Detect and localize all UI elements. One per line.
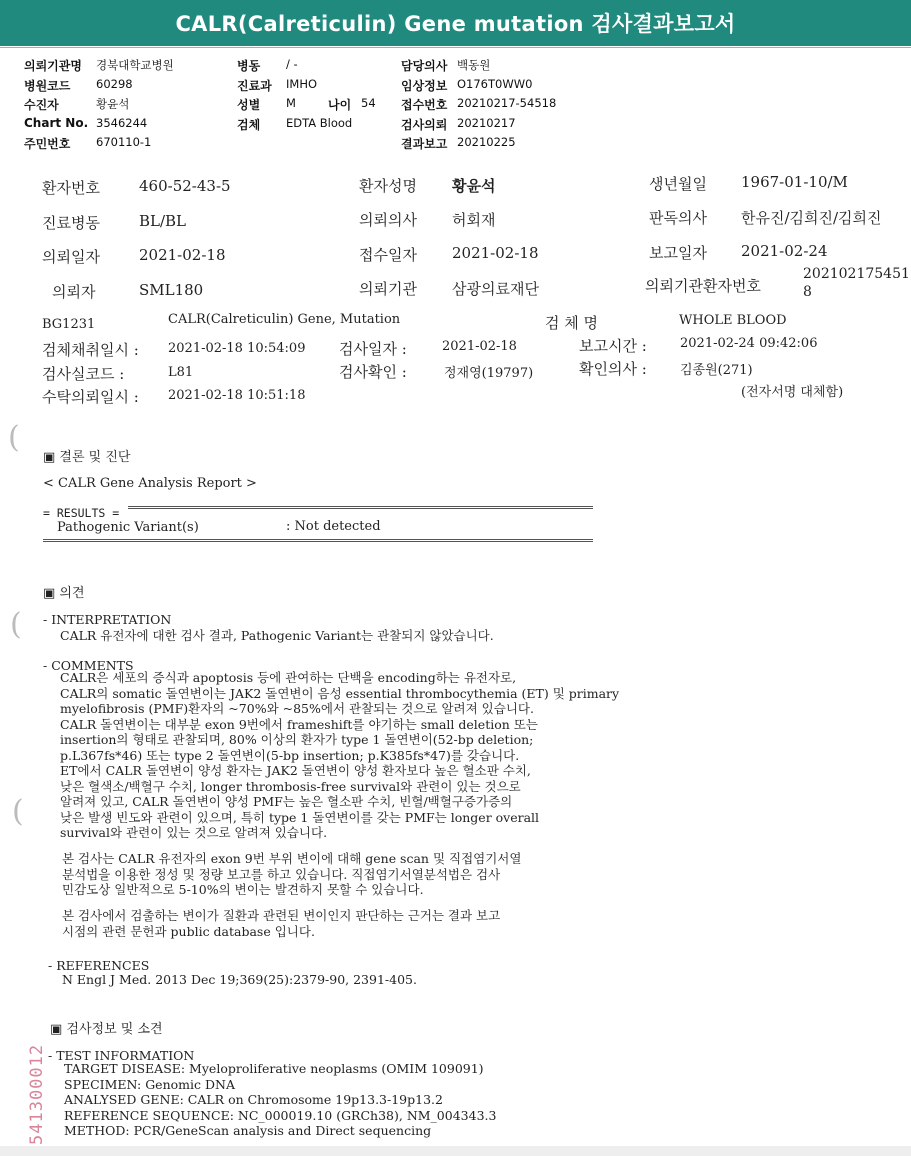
comments-paragraph <box>60 670 619 841</box>
patient-value: 황윤석 <box>452 177 496 195</box>
test-key: 검체채취일시 : <box>42 341 139 359</box>
test-key: 수탁의뢰일시 : <box>42 388 139 406</box>
testinfo-line: TARGET DISEASE: Myeloproliferative neoplasms (OMIM 109091) <box>64 1061 484 1076</box>
patient-value: BL/BL <box>139 212 187 230</box>
method-line: 민감도상 일반적으로 5-10%의 변이는 발견하지 못할 수 있습니다. <box>62 882 424 897</box>
patient-key: 의뢰의사 <box>359 211 417 229</box>
scan-mark: ( <box>12 794 24 829</box>
page-footer-strip <box>0 1146 911 1156</box>
header-value: 20210217 <box>457 116 516 130</box>
comment-line: p.L367fs*46) 또는 type 2 돌연변이(5-bp insertion; p.K385fs*47)를 갖습니다. <box>60 747 520 763</box>
scan-mark: ( <box>8 420 20 455</box>
stamp-text: 541300012 <box>27 1043 47 1145</box>
references-heading: - REFERENCES <box>48 958 150 973</box>
header-value: 백동원 <box>457 58 491 72</box>
comment-line: 낮은 발생 빈도와 관련이 있으며, 특히 type 1 돌연변이를 갖는 PMF는 longer overall <box>60 809 540 825</box>
test-value: L81 <box>168 365 194 380</box>
header-key: 접수번호 <box>401 98 448 112</box>
header-key: Chart No. <box>24 116 89 130</box>
comment-line: insertion의 형태로 관찰되며, 80% 이상의 환자가 type 1 돌연변이(52-bp deletion; <box>60 732 534 747</box>
patient-key: 의뢰일자 <box>42 248 100 266</box>
testinfo-line: REFERENCE SEQUENCE: NC_000019.10 (GRCh38), NM_004343.3 <box>64 1107 497 1123</box>
request-header <box>0 47 911 163</box>
header-value: EDTA Blood <box>286 116 353 130</box>
header-key: 진료과 <box>237 79 272 93</box>
test-value: 김종원(271) <box>680 363 753 378</box>
specimen-key: 검 체 명 <box>545 314 599 332</box>
header-value: O176T0WW0 <box>457 77 533 91</box>
patient-value: SML180 <box>139 281 204 299</box>
patient-key: 생년월일 <box>649 175 707 193</box>
testinfo-line: SPECIMEN: Genomic DNA <box>64 1076 235 1092</box>
scan-mark: ( <box>10 607 22 642</box>
header-value: IMHO <box>286 77 318 91</box>
report-title: CALR(Calreticulin) Gene mutation 검사결과보고서 <box>175 12 736 36</box>
patient-key: 접수일자 <box>359 246 417 264</box>
esign-note: (전자서명 대체함) <box>741 385 844 400</box>
header-value: 60298 <box>96 77 133 91</box>
patient-value: 한유진/김희진/김희진 <box>741 209 882 227</box>
header-key: 병원코드 <box>24 79 71 93</box>
report-heading: < CALR Gene Analysis Report > <box>43 476 257 491</box>
pathogenic-value: : Not detected <box>286 519 381 534</box>
header-key: 수진자 <box>24 98 59 112</box>
test-code: BG1231 <box>42 317 96 332</box>
reference-text: N Engl J Med. 2013 Dec 19;369(25):2379-90, 2391-405. <box>62 972 417 987</box>
comment-line: ET에서 CALR 돌연변이 양성 환자는 JAK2 돌연변이 양성 환자보다 높은 혈소판 수치, <box>60 763 531 778</box>
test-key: 확인의사 : <box>579 360 647 378</box>
header-value: 황윤석 <box>96 97 130 111</box>
comment-line: CALR은 세포의 증식과 apoptosis 등에 관여하는 단백을 encoding하는 유전자로, <box>60 670 517 685</box>
header-value: 20210217-54518 <box>457 96 557 110</box>
comments-heading: - COMMENTS <box>43 658 134 673</box>
test-value: 2021-02-18 <box>442 339 517 354</box>
patient-value: 삼광의료재단 <box>452 280 539 298</box>
header-value: / - <box>286 57 298 71</box>
header-key: 결과보고 <box>401 137 448 151</box>
patient-value: 202102175451 <box>803 266 910 282</box>
header-key: 임상정보 <box>401 79 448 93</box>
basis-line: 본 검사에서 검출하는 변이가 질환과 관련된 변이인지 판단하는 근거는 결과 보고 <box>62 908 501 923</box>
header-value: 670110-1 <box>96 135 152 149</box>
method-line: 본 검사는 CALR 유전자의 exon 9번 부위 변이에 대해 gene scan 및 직접염기서열 <box>62 851 522 866</box>
test-value: 정재영(19797) <box>444 366 534 381</box>
patient-value: 2021-02-24 <box>741 242 828 260</box>
patient-key: 판독의사 <box>649 209 707 227</box>
patient-value: 2021-02-18 <box>139 246 226 264</box>
header-value: M <box>286 96 296 110</box>
test-value: 2021-02-18 10:51:18 <box>168 388 306 403</box>
report-title-banner <box>0 0 911 46</box>
header-key: 검사의뢰 <box>401 118 448 132</box>
equals-rule <box>128 506 593 509</box>
conclusion-title: ▣ 결론 및 진단 <box>43 450 131 465</box>
interpretation-text: CALR 유전자에 대한 검사 결과, Pathogenic Variant는 관찰되지 않았습니다. <box>60 628 494 643</box>
patient-value: 1967-01-10/M <box>741 173 848 191</box>
results-heading: = RESULTS = <box>43 506 120 520</box>
scanned-report <box>0 162 911 1146</box>
testinfo-lines <box>64 1061 496 1139</box>
patient-key: 의뢰자 <box>52 283 96 301</box>
patient-key: 환자번호 <box>42 179 100 197</box>
comment-line: 알려져 있고, CALR 돌연변이 양성 PMF는 높은 혈소판 수치, 빈혈/백혈구증가증의 <box>60 794 513 809</box>
comment-line: CALR의 somatic 돌연변이는 JAK2 돌연변이 음성 essential thrombocythemia (ET) 및 primary <box>60 685 620 701</box>
pathogenic-label: Pathogenic Variant(s) <box>57 520 199 535</box>
testinfo-line: ANALYSED GENE: CALR on Chromosome 19p13.3-19p13.2 <box>64 1092 443 1107</box>
header-key: 나이 <box>328 98 352 112</box>
comment-line: myelofibrosis (PMF)환자의 ~70%와 ~85%에서 관찰되는 것으로 알려져 있습니다. <box>60 701 534 716</box>
header-key: 성별 <box>237 98 261 112</box>
equals-rule <box>43 539 593 542</box>
patient-value: 허회재 <box>452 211 496 229</box>
comment-line: 낮은 혈색소/백혈구 수치, longer thrombosis-free survival와 관련이 있는 것으로 <box>60 778 521 794</box>
barcode-number-stamp <box>20 1005 50 1145</box>
testinfo-title: ▣ 검사정보 및 소견 <box>50 1022 163 1037</box>
test-key: 보고시간 : <box>579 337 647 355</box>
header-key: 의뢰기관명 <box>24 59 82 73</box>
test-name: CALR(Calreticulin) Gene, Mutation <box>168 312 401 327</box>
testinfo-line: METHOD: PCR/GeneScan analysis and Direct sequencing <box>64 1123 432 1138</box>
patient-key: 환자성명 <box>359 177 417 195</box>
basis-line: 시점의 관련 문헌과 public database 입니다. <box>62 923 315 939</box>
opinion-title: ▣ 의견 <box>43 586 85 601</box>
patient-key: 의뢰기관 <box>359 280 417 298</box>
test-value: 2021-02-18 10:54:09 <box>168 341 306 356</box>
method-paragraph <box>62 851 521 898</box>
specimen-value: WHOLE BLOOD <box>679 313 787 328</box>
header-value: 54 <box>361 96 376 110</box>
patient-value: 8 <box>803 284 812 300</box>
header-value: 20210225 <box>457 135 516 149</box>
comment-line: survival와 관련이 있는 것으로 알려져 있습니다. <box>60 825 328 840</box>
test-value: 2021-02-24 09:42:06 <box>680 336 818 351</box>
basis-paragraph <box>62 908 500 939</box>
header-value: 경북대학교병원 <box>96 58 174 72</box>
patient-value: 460-52-43-5 <box>139 177 231 195</box>
patient-key: 의뢰기관환자번호 <box>645 277 761 295</box>
method-line: 분석법을 이용한 정성 및 정량 보고를 하고 있습니다. 직접염기서열분석법은 검사 <box>62 866 501 882</box>
test-key: 검사확인 : <box>339 363 407 381</box>
testinfo-heading: - TEST INFORMATION <box>48 1048 195 1063</box>
header-key: 검체 <box>237 118 261 132</box>
test-key: 검사실코드 : <box>42 365 125 383</box>
patient-key: 진료병동 <box>42 214 100 232</box>
header-key: 주민번호 <box>24 137 71 151</box>
patient-key: 보고일자 <box>649 244 707 262</box>
header-value: 3546244 <box>96 116 148 130</box>
patient-value: 2021-02-18 <box>452 244 539 262</box>
comment-line: CALR 돌연변이는 대부분 exon 9번에서 frameshift를 야기하는 small deletion 또는 <box>60 716 538 732</box>
header-key: 병동 <box>237 59 261 73</box>
interpretation-heading: - INTERPRETATION <box>43 612 172 627</box>
header-key: 담당의사 <box>401 59 448 73</box>
test-key: 검사일자 : <box>339 340 407 358</box>
